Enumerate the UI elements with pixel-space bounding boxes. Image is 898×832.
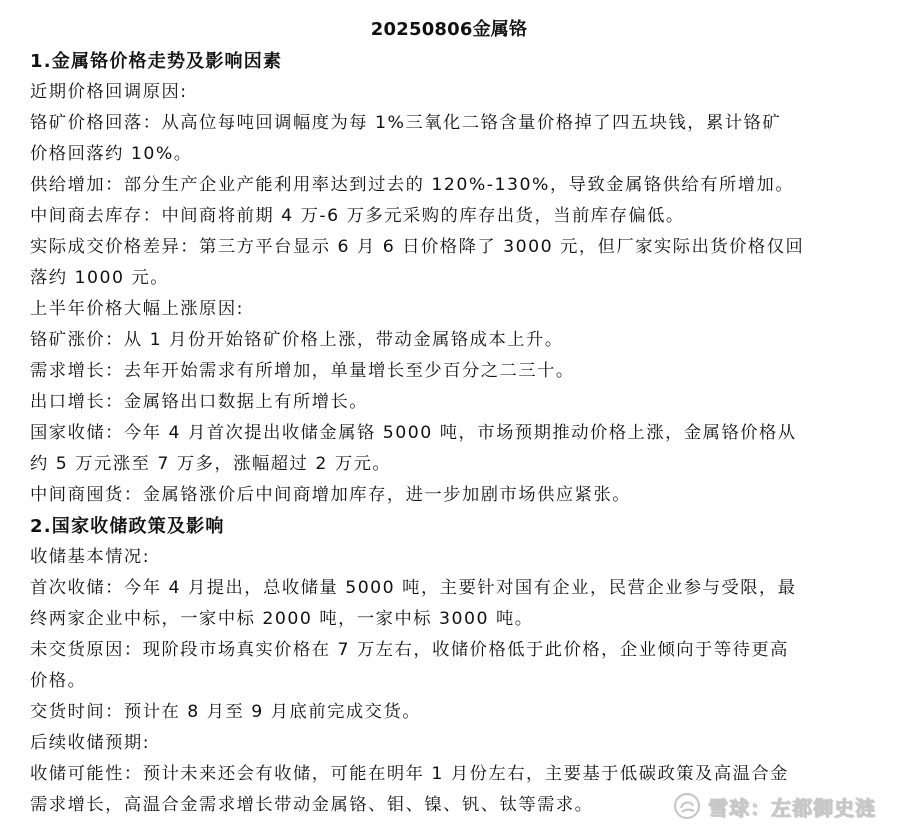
- document-title: 20250806金属铬: [370, 19, 528, 40]
- paragraph-line: 出口增长：金属铬出口数据上有所增长。: [30, 392, 369, 412]
- paragraph-line: 后续收储预期:: [30, 733, 151, 753]
- paragraph-line: 需求增长，高温合金需求增长带动金属铬、钼、镍、钒、钛等需求。: [30, 795, 594, 815]
- paragraph-line: 交货时间：预计在 8 月至 9 月底前完成交货。: [30, 702, 422, 722]
- paragraph-line: 终两家企业中标，一家中标 2000 吨，一家中标 3000 吨。: [30, 609, 534, 629]
- paragraph-line: 价格。: [30, 671, 87, 691]
- paragraph-line: 铬矿涨价：从 1 月份开始铬矿价格上涨，带动金属铬成本上升。: [30, 330, 564, 350]
- paragraph-line: 未交货原因：现阶段市场真实价格在 7 万左右，收储价格低于此价格，企业倾向于等待更高: [30, 640, 789, 660]
- paragraph-line: 落约 1000 元。: [30, 268, 170, 288]
- paragraph-line: 需求增长：去年开始需求有所增加，单量增长至少百分之二三十。: [30, 361, 575, 381]
- paragraph-line: 供给增加：部分生产企业产能利用率达到过去的 120%-130%，导致金属铬供给有所增加。: [30, 175, 795, 195]
- paragraph-line: 中间商去库存：中间商将前期 4 万-6 万多元采购的库存出货，当前库存偏低。: [30, 206, 685, 226]
- paragraph-line: 价格回落约 10%。: [30, 144, 193, 164]
- paragraph-line: 收储基本情况:: [30, 547, 151, 567]
- paragraph-line: 国家收储：今年 4 月首次提出收储金属铬 5000 吨，市场预期推动价格上涨，金属铬价格从: [30, 423, 797, 443]
- watermark-text: 雪球：左都御史涟: [708, 795, 876, 820]
- paragraph-line: 中间商囤货：金属铬涨价后中间商增加库存，进一步加剧市场供应紧张。: [30, 485, 632, 505]
- paragraph-line: 首次收储：今年 4 月提出，总收储量 5000 吨，主要针对国有企业，民营企业参与受限，最: [30, 578, 797, 598]
- watermark: [672, 786, 876, 826]
- snowball-logo-icon: [672, 791, 702, 821]
- document-body: [30, 46, 870, 821]
- section-heading: 2.国家收储政策及影响: [30, 516, 225, 537]
- paragraph-line: 铬矿价格回落：从高位每吨回调幅度为每 1%三氧化二铬含量价格掉了四五块钱，累计铬矿: [30, 113, 782, 133]
- section-heading: 1.金属铬价格走势及影响因素: [30, 51, 283, 72]
- paragraph-line: 约 5 万元涨至 7 万多，涨幅超过 2 万元。: [30, 454, 392, 474]
- paragraph-line: 实际成交价格差异：第三方平台显示 6 月 6 日价格降了 3000 元，但厂家实际出货价格仅回: [30, 237, 805, 257]
- paragraph-line: 上半年价格大幅上涨原因:: [30, 299, 244, 319]
- paragraph-line: 近期价格回调原因:: [30, 82, 188, 102]
- paragraph-line: 收储可能性：预计未来还会有收储，可能在明年 1 月份左右，主要基于低碳政策及高温合金: [30, 764, 789, 784]
